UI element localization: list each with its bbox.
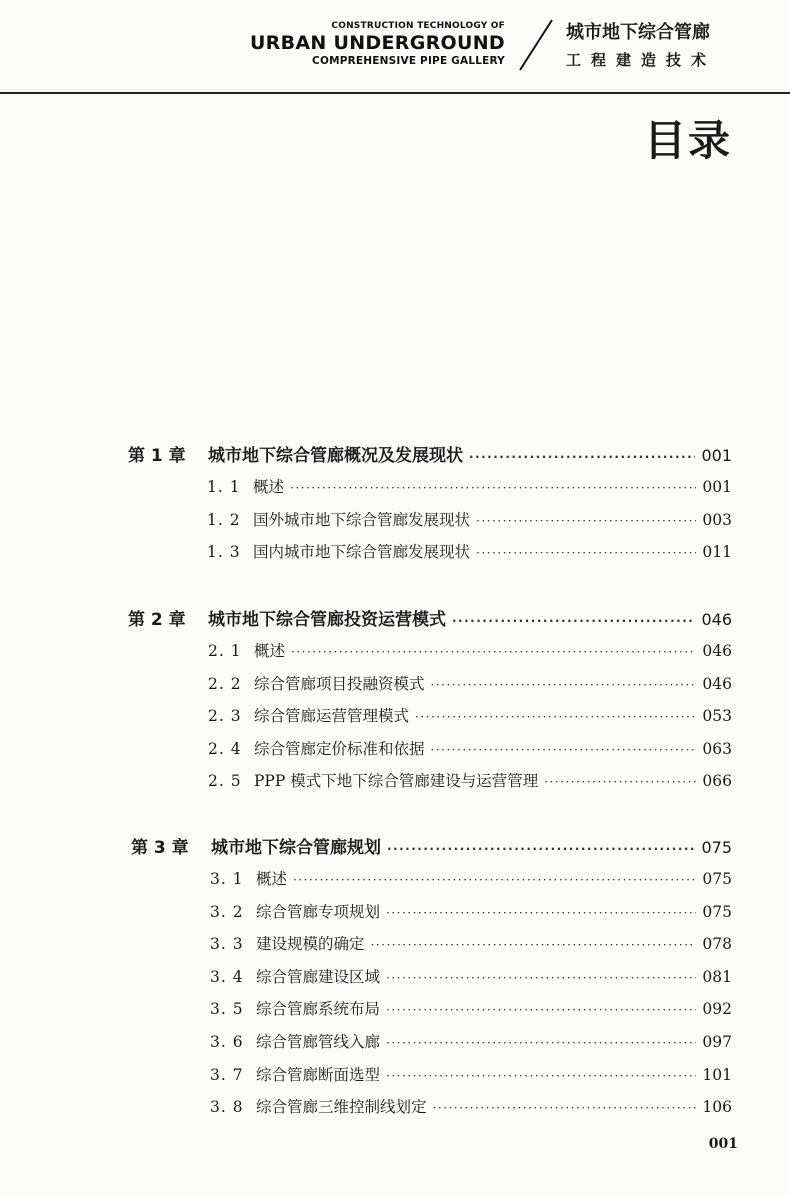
english-series-title (250, 21, 505, 68)
dot-leader (476, 546, 696, 560)
section-page-number: 075 (702, 902, 732, 921)
toc-section-entry[interactable] (208, 737, 732, 761)
dot-leader (452, 614, 695, 628)
section-title: 综合管廊三维控制线划定 (256, 1098, 427, 1117)
english-title-line-3: COMPREHENSIVE PIPE GALLERY (312, 55, 505, 67)
section-page-number: 046 (702, 642, 732, 660)
toc-chapter-entry[interactable] (128, 441, 732, 465)
section-number: 2. 3 (208, 707, 242, 726)
toc-section-entry[interactable] (210, 1063, 732, 1087)
english-title-line-1: CONSTRUCTION TECHNOLOGY OF (331, 21, 505, 31)
section-page-number: 106 (702, 1098, 732, 1117)
toc-section-entry[interactable] (210, 965, 732, 989)
section-title: 概述 (254, 642, 286, 660)
section-page-number: 101 (702, 1065, 732, 1084)
section-title: 概述 (256, 870, 288, 888)
section-number: 1. 3 (207, 543, 241, 562)
dot-leader (544, 775, 696, 789)
section-number: 2. 2 (208, 674, 242, 693)
dot-leader (290, 481, 696, 495)
toc-section-entry[interactable] (208, 639, 732, 663)
chapter-title: 城市地下综合管廊投资运营模式 (208, 610, 446, 630)
dot-leader (431, 743, 696, 757)
section-page-number: 003 (702, 510, 732, 529)
chapter-page-number: 001 (701, 446, 732, 465)
section-title: 国内城市地下综合管廊发展现状 (253, 543, 471, 562)
section-number: 1. 1 (207, 478, 241, 496)
dot-leader (291, 645, 696, 659)
chapter-page-number: 075 (701, 838, 732, 857)
section-title: 概述 (253, 478, 285, 496)
chapter-title: 城市地下综合管廊概况及发展现状 (208, 446, 463, 466)
section-page-number: 001 (702, 478, 732, 496)
section-page-number: 075 (702, 870, 732, 888)
dot-leader (476, 514, 696, 528)
dot-leader (433, 1101, 696, 1115)
section-number: 3. 5 (210, 1000, 244, 1019)
toc-chapter-entry[interactable] (131, 833, 732, 857)
chapter-number: 第 2 章 (128, 610, 186, 630)
chapter-page-number: 046 (701, 610, 732, 629)
section-number: 3. 8 (210, 1098, 244, 1117)
toc-section-entry[interactable] (210, 932, 732, 956)
english-title-line-2: URBAN UNDERGROUND (249, 32, 505, 54)
section-title: 综合管廊建设区域 (256, 967, 381, 986)
running-header (0, 0, 790, 100)
section-number: 3. 4 (210, 967, 244, 986)
page-number: 001 (708, 1136, 738, 1152)
chinese-title-line-2: 工程建造技术 (566, 51, 717, 69)
section-number: 3. 3 (210, 935, 244, 954)
toc-chapter-entry[interactable] (128, 605, 732, 629)
section-title: 综合管廊运营管理模式 (254, 707, 410, 726)
header-slash-divider (516, 18, 556, 72)
dot-leader (386, 1036, 696, 1050)
section-number: 2. 4 (208, 739, 242, 758)
toc-section-entry[interactable] (208, 672, 732, 696)
toc-section-entry[interactable] (210, 1095, 732, 1119)
section-number: 2. 1 (208, 642, 242, 660)
section-page-number: 011 (702, 543, 732, 562)
chapter-number: 第 1 章 (128, 446, 186, 466)
section-page-number: 053 (702, 707, 732, 726)
dot-leader (469, 450, 695, 464)
toc-section-entry[interactable] (210, 997, 732, 1021)
toc-section-entry[interactable] (210, 1030, 732, 1054)
section-title: 综合管廊项目投融资模式 (254, 674, 425, 693)
toc-section-entry[interactable] (210, 900, 732, 924)
dot-leader (386, 906, 696, 920)
dot-leader (386, 971, 696, 985)
section-page-number: 078 (702, 935, 732, 954)
section-page-number: 081 (702, 967, 732, 986)
section-number: 1. 2 (207, 510, 241, 529)
toc-section-entry[interactable] (207, 508, 732, 532)
dot-leader (387, 842, 695, 856)
dot-leader (371, 938, 696, 952)
chapter-number: 第 3 章 (131, 838, 189, 858)
section-title: PPP 模式下地下综合管廊建设与运营管理 (254, 772, 539, 791)
section-number: 3. 6 (210, 1033, 244, 1051)
toc-section-entry[interactable] (207, 540, 732, 564)
section-number: 3. 7 (210, 1065, 244, 1084)
dot-leader (386, 1003, 696, 1017)
section-number: 3. 2 (210, 902, 244, 921)
section-page-number: 092 (702, 1000, 732, 1019)
section-title: 国外城市地下综合管廊发展现状 (253, 510, 471, 529)
section-page-number: 066 (702, 772, 732, 791)
section-title: 综合管廊断面选型 (256, 1065, 381, 1084)
toc-section-entry[interactable] (208, 704, 732, 728)
chinese-title-line-1: 城市地下综合管廊 (566, 22, 710, 43)
section-title: 综合管廊定价标准和依据 (254, 739, 425, 758)
toc-section-entry[interactable] (210, 867, 732, 891)
section-page-number: 063 (702, 739, 732, 758)
section-title: 建设规模的确定 (256, 935, 365, 954)
section-number: 3. 1 (210, 870, 244, 888)
section-page-number: 046 (702, 674, 732, 693)
chapter-title: 城市地下综合管廊规划 (211, 838, 381, 858)
section-title: 综合管廊系统布局 (256, 1000, 381, 1019)
page-title: 目录 (643, 116, 732, 165)
chinese-series-title (566, 20, 716, 72)
section-number: 2. 5 (208, 772, 242, 791)
dot-leader (415, 710, 696, 724)
dot-leader (431, 678, 696, 692)
section-title: 综合管廊管线入廊 (256, 1033, 381, 1051)
section-page-number: 097 (702, 1033, 732, 1051)
header-rule (0, 92, 790, 94)
dot-leader (386, 1069, 696, 1083)
toc-section-entry[interactable] (208, 769, 732, 793)
section-title: 综合管廊专项规划 (256, 902, 381, 921)
dot-leader (293, 873, 696, 887)
toc-section-entry[interactable] (207, 475, 732, 499)
